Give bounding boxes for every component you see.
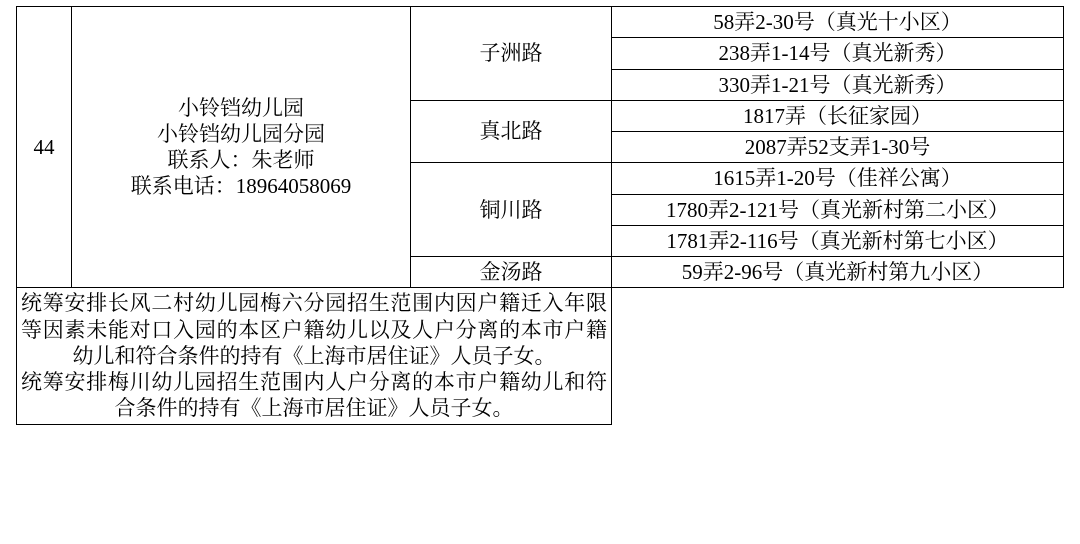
address-cell: 1781弄2-116号（真光新村第七小区） — [612, 225, 1064, 256]
document-page — [0, 6, 1080, 544]
address-cell: 58弄2-30号（真光十小区） — [612, 7, 1064, 38]
address-cell: 1780弄2-121号（真光新村第二小区） — [612, 194, 1064, 225]
road-name-cell: 子洲路 — [411, 7, 612, 101]
road-name-cell: 真北路 — [411, 100, 612, 163]
notes-block — [21, 290, 607, 421]
school-contact-person: 联系人：朱老师 — [167, 148, 315, 173]
address-cell: 238弄1-14号（真光新秀） — [612, 38, 1064, 69]
address-cell: 1817弄（长征家园） — [612, 100, 1064, 131]
road-name-cell: 铜川路 — [411, 163, 612, 257]
address-cell: 330弄1-21号（真光新秀） — [612, 69, 1064, 100]
school-name-primary: 小铃铛幼儿园 — [178, 95, 304, 120]
school-contact-phone: 联系电话：18964058069 — [130, 174, 352, 199]
address-cell: 1615弄1-20号（佳祥公寓） — [612, 163, 1064, 194]
notes-cell — [17, 288, 612, 424]
school-info-cell — [72, 7, 411, 288]
road-name-cell: 金汤路 — [411, 257, 612, 288]
note-paragraph: 统筹安排长风二村幼儿园梅六分园招生范围内因户籍迁入年限等因素未能对口入园的本区户籍幼儿以及人户分离的本市户籍幼儿和符合条件的持有《上海市居住证》人员子女。 — [21, 291, 607, 368]
note-paragraph: 统筹安排梅川幼儿园招生范围内人户分离的本市户籍幼儿和符合条件的持有《上海市居住证》人员子女。 — [21, 370, 607, 421]
school-name-branch: 小铃铛幼儿园分园 — [157, 121, 325, 146]
address-cell: 2087弄52支弄1-30号 — [612, 132, 1064, 163]
row-index-cell: 44 — [17, 7, 72, 288]
kindergarten-enrollment-table — [16, 6, 1064, 425]
table-body — [17, 7, 1064, 425]
table-row — [17, 288, 1064, 424]
table-row — [17, 7, 1064, 38]
address-cell: 59弄2-96号（真光新村第九小区） — [612, 257, 1064, 288]
